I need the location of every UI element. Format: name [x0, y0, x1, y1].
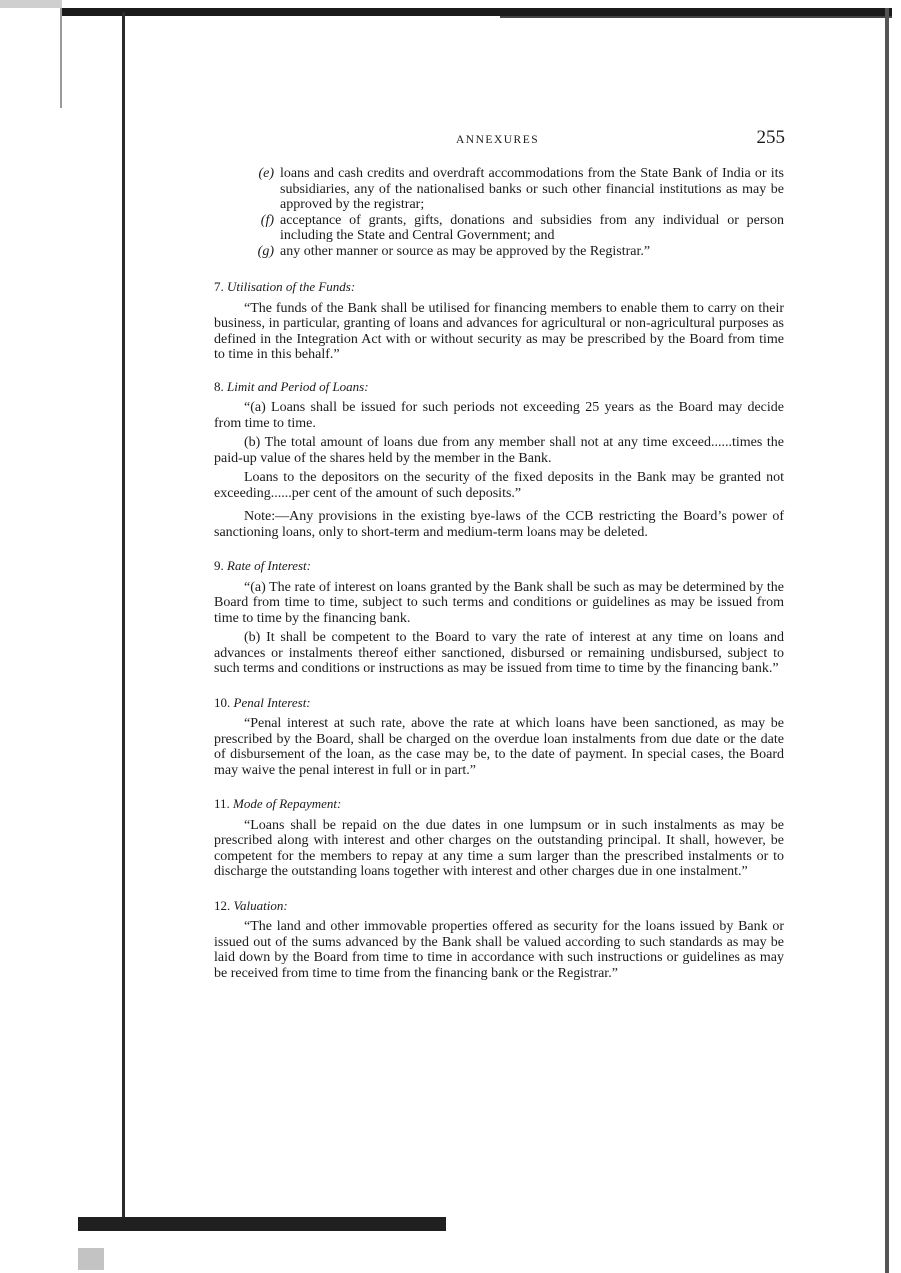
running-title: ANNEXURES [456, 134, 540, 146]
scan-bottom-border [78, 1217, 446, 1231]
section-valuation [214, 898, 784, 982]
list-item [214, 244, 784, 260]
section-paragraph: Loans to the depositors on the security of the fixed deposits in the Bank may be granted not exceeding......per cent of the amount of such deposits.” [214, 470, 784, 501]
section-title: Utilisation of the Funds: [227, 279, 356, 294]
scan-corner-shadow [0, 0, 62, 8]
section-number: 9. [214, 558, 224, 573]
section-number: 10. [214, 694, 231, 710]
section-limit-and-period-of-loans [214, 379, 784, 541]
section-paragraph: “The land and other immovable properties offered as security for the loans issued by Bank or issued out of the sums advanced by the Bank shall be valued according to such standards as may be laid down by the Board from time to time in accordance with such instructions or guidelines as may be received from time to time from the financing bank or the Registrar.” [214, 919, 784, 981]
section-title: Limit and Period of Loans: [227, 378, 369, 394]
section-mode-of-repayment [214, 796, 784, 880]
list-item [214, 213, 784, 244]
section-title: Rate of Interest: [227, 558, 311, 573]
section-utilisation-of-funds [214, 279, 784, 363]
section-paragraph: (b) It shall be competent to the Board to vary the rate of interest at any time on loans and advances or instalments thereof either sanctioned, disbursed or remaining undisbursed, subject to such terms and conditions or instructions as may be issued from time to time by the financing bank.” [214, 630, 784, 676]
section-number: 12. [214, 897, 231, 913]
document-body [214, 166, 784, 985]
list-item-text: loans and cash credits and overdraft accommodations from the State Bank of India or its subsidiaries, any of the nationalised banks or such other financial institutions as may be approved by the registrar; [280, 166, 784, 212]
section-rate-of-interest [214, 558, 784, 677]
section-heading [214, 558, 784, 574]
section-title: Valuation: [233, 897, 288, 913]
scan-left-border [122, 12, 125, 1227]
section-number: 11. [214, 796, 230, 811]
list-item-marker: (e) [258, 166, 274, 181]
section-title: Mode of Repayment: [233, 796, 342, 811]
section-paragraph: “The funds of the Bank shall be utilised for financing members to enable them to carry on their business, in particular, granting of loans and advances for agricultural or non-agricultural purposes as defined in the Integration Act with or without security as may be prescribed by the Board from time to time in this behalf.” [214, 300, 784, 362]
section-paragraph: “Loans shall be repaid on the due dates in one lumpsum or in such instalments as may be prescribed along with interest and other charges on the outstanding principal. It shall, however, be competent for the members to repay at any time a sum larger than the prescribed instalments or to discharge the outstanding loans together with interest and other charges due in one instalment.” [214, 817, 784, 879]
section-heading [214, 279, 784, 295]
page-number: 255 [756, 127, 785, 148]
section-heading [214, 796, 784, 812]
list-item [214, 166, 784, 213]
section-number: 8. [214, 378, 224, 394]
section-note: Note:—Any provisions in the existing bye-laws of the CCB restricting the Board’s power of sanctioning loans, only to short-term and medium-term loans may be deleted. [214, 509, 784, 540]
list-item-text: acceptance of grants, gifts, donations and subsidies from any individual or person including the State and Central Government; and [280, 212, 784, 243]
list-item-text: any other manner or source as may be approved by the Registrar.” [280, 243, 651, 259]
page-header [213, 127, 785, 155]
scan-noise-spot [78, 1248, 104, 1270]
list-continuation [214, 166, 784, 259]
list-item-marker: (g) [257, 243, 274, 259]
scan-left-outer-edge [60, 8, 62, 108]
section-penal-interest [214, 695, 784, 779]
scan-top-rule [500, 16, 892, 18]
section-number: 7. [214, 279, 224, 294]
section-paragraph: “Penal interest at such rate, above the rate at which loans have been sanctioned, as may be prescribed by the Board, shall be charged on the overdue loan instalments from due date or the date of disbursement of the loan, as the case may be, to the date of payment. In special cases, the Board may waive the penal interest in full or in part.” [214, 716, 784, 778]
section-heading [214, 379, 784, 395]
section-paragraph: “(a) Loans shall be issued for such periods not exceeding 25 years as the Board may decide from time to time. [214, 400, 784, 431]
section-heading [214, 695, 784, 711]
section-heading [214, 898, 784, 914]
section-paragraph: “(a) The rate of interest on loans granted by the Bank shall be such as may be determined by the Board from time to time, subject to such terms and conditions or guidelines as may be issued from time to time by the financing bank. [214, 579, 784, 626]
scan-right-border [885, 8, 889, 1273]
section-paragraph: (b) The total amount of loans due from any member shall not at any time exceed......times the paid-up value of the shares held by the member in the Bank. [214, 435, 784, 466]
list-item-marker: (f) [260, 212, 274, 228]
section-title: Penal Interest: [233, 694, 311, 710]
scan-top-border [62, 8, 892, 16]
